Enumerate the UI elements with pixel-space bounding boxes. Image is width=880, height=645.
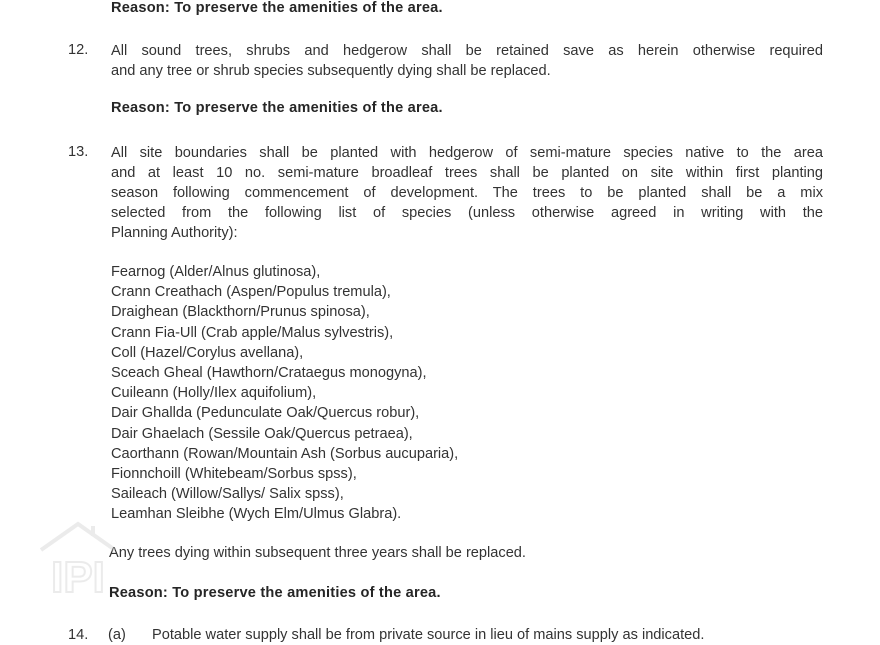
species-item: Fearnog (Alder/Alnus glutinosa), — [111, 264, 321, 280]
species-item: Caorthann (Rowan/Mountain Ash (Sorbus aucuparia), — [111, 445, 459, 462]
species-item: Cuileann (Holly/Ilex aquifolium), — [111, 385, 317, 402]
watermark-logo — [33, 520, 123, 605]
item-13-line: and at least 10 no. semi-mature broadleaf trees shall be planted on site within first planting — [111, 165, 823, 181]
item-13-line: Planning Authority): — [111, 225, 238, 241]
replacement-note: Any trees dying within subsequent three years shall be replaced. — [109, 545, 526, 561]
item-12-paragraph — [111, 41, 823, 81]
item-13-line: season following commencement of development. The trees to be planted shall be a mix — [111, 185, 823, 201]
item-14-sub-label: (a) — [108, 627, 126, 643]
species-item: Sceach Gheal (Hawthorn/Crataegus monogyna), — [111, 364, 427, 381]
item-13-line: All site boundaries shall be planted with hedgerow of semi-mature species native to the area — [111, 145, 823, 161]
reason-heading-12: Reason: To preserve the amenities of the area. — [111, 100, 443, 116]
watermark-text: IPI — [51, 553, 105, 602]
item-number-14: 14. — [68, 627, 89, 643]
species-item: Coll (Hazel/Corylus avellana), — [111, 344, 304, 361]
item-number-12: 12. — [68, 42, 89, 58]
reason-heading-top: Reason: To preserve the amenities of the area. — [111, 0, 443, 16]
item-number-13: 13. — [68, 144, 89, 160]
item-12-line: and any tree or shrub species subsequently dying shall be replaced. — [111, 63, 551, 79]
species-item: Dair Ghallda (Pedunculate Oak/Quercus robur), — [111, 405, 420, 422]
species-item: Dair Ghaelach (Sessile Oak/Quercus petraea), — [111, 425, 413, 442]
item-13-paragraph — [111, 143, 823, 243]
item-12-line: All sound trees, shrubs and hedgerow shall be retained save as herein otherwise required — [111, 43, 823, 59]
item-14a-text: Potable water supply shall be from private source in lieu of mains supply as indicated. — [152, 627, 705, 643]
species-list — [111, 262, 458, 524]
species-item: Crann Fia-Ull (Crab apple/Malus sylvestris), — [111, 324, 394, 341]
species-item: Crann Creathach (Aspen/Populus tremula), — [111, 284, 391, 301]
species-item: Fionnchoill (Whitebeam/Sorbus spss), — [111, 465, 357, 482]
species-item: Leamhan Sleibhe (Wych Elm/Ulmus Glabra). — [111, 506, 402, 523]
species-item: Saileach (Willow/Sallys/ Salix spss), — [111, 486, 344, 503]
reason-heading-13: Reason: To preserve the amenities of the area. — [109, 585, 441, 601]
species-item: Draighean (Blackthorn/Prunus spinosa), — [111, 304, 370, 321]
house-logo-icon — [33, 520, 123, 605]
item-13-line: selected from the following list of species (unless otherwise agreed in writing with the — [111, 205, 823, 221]
